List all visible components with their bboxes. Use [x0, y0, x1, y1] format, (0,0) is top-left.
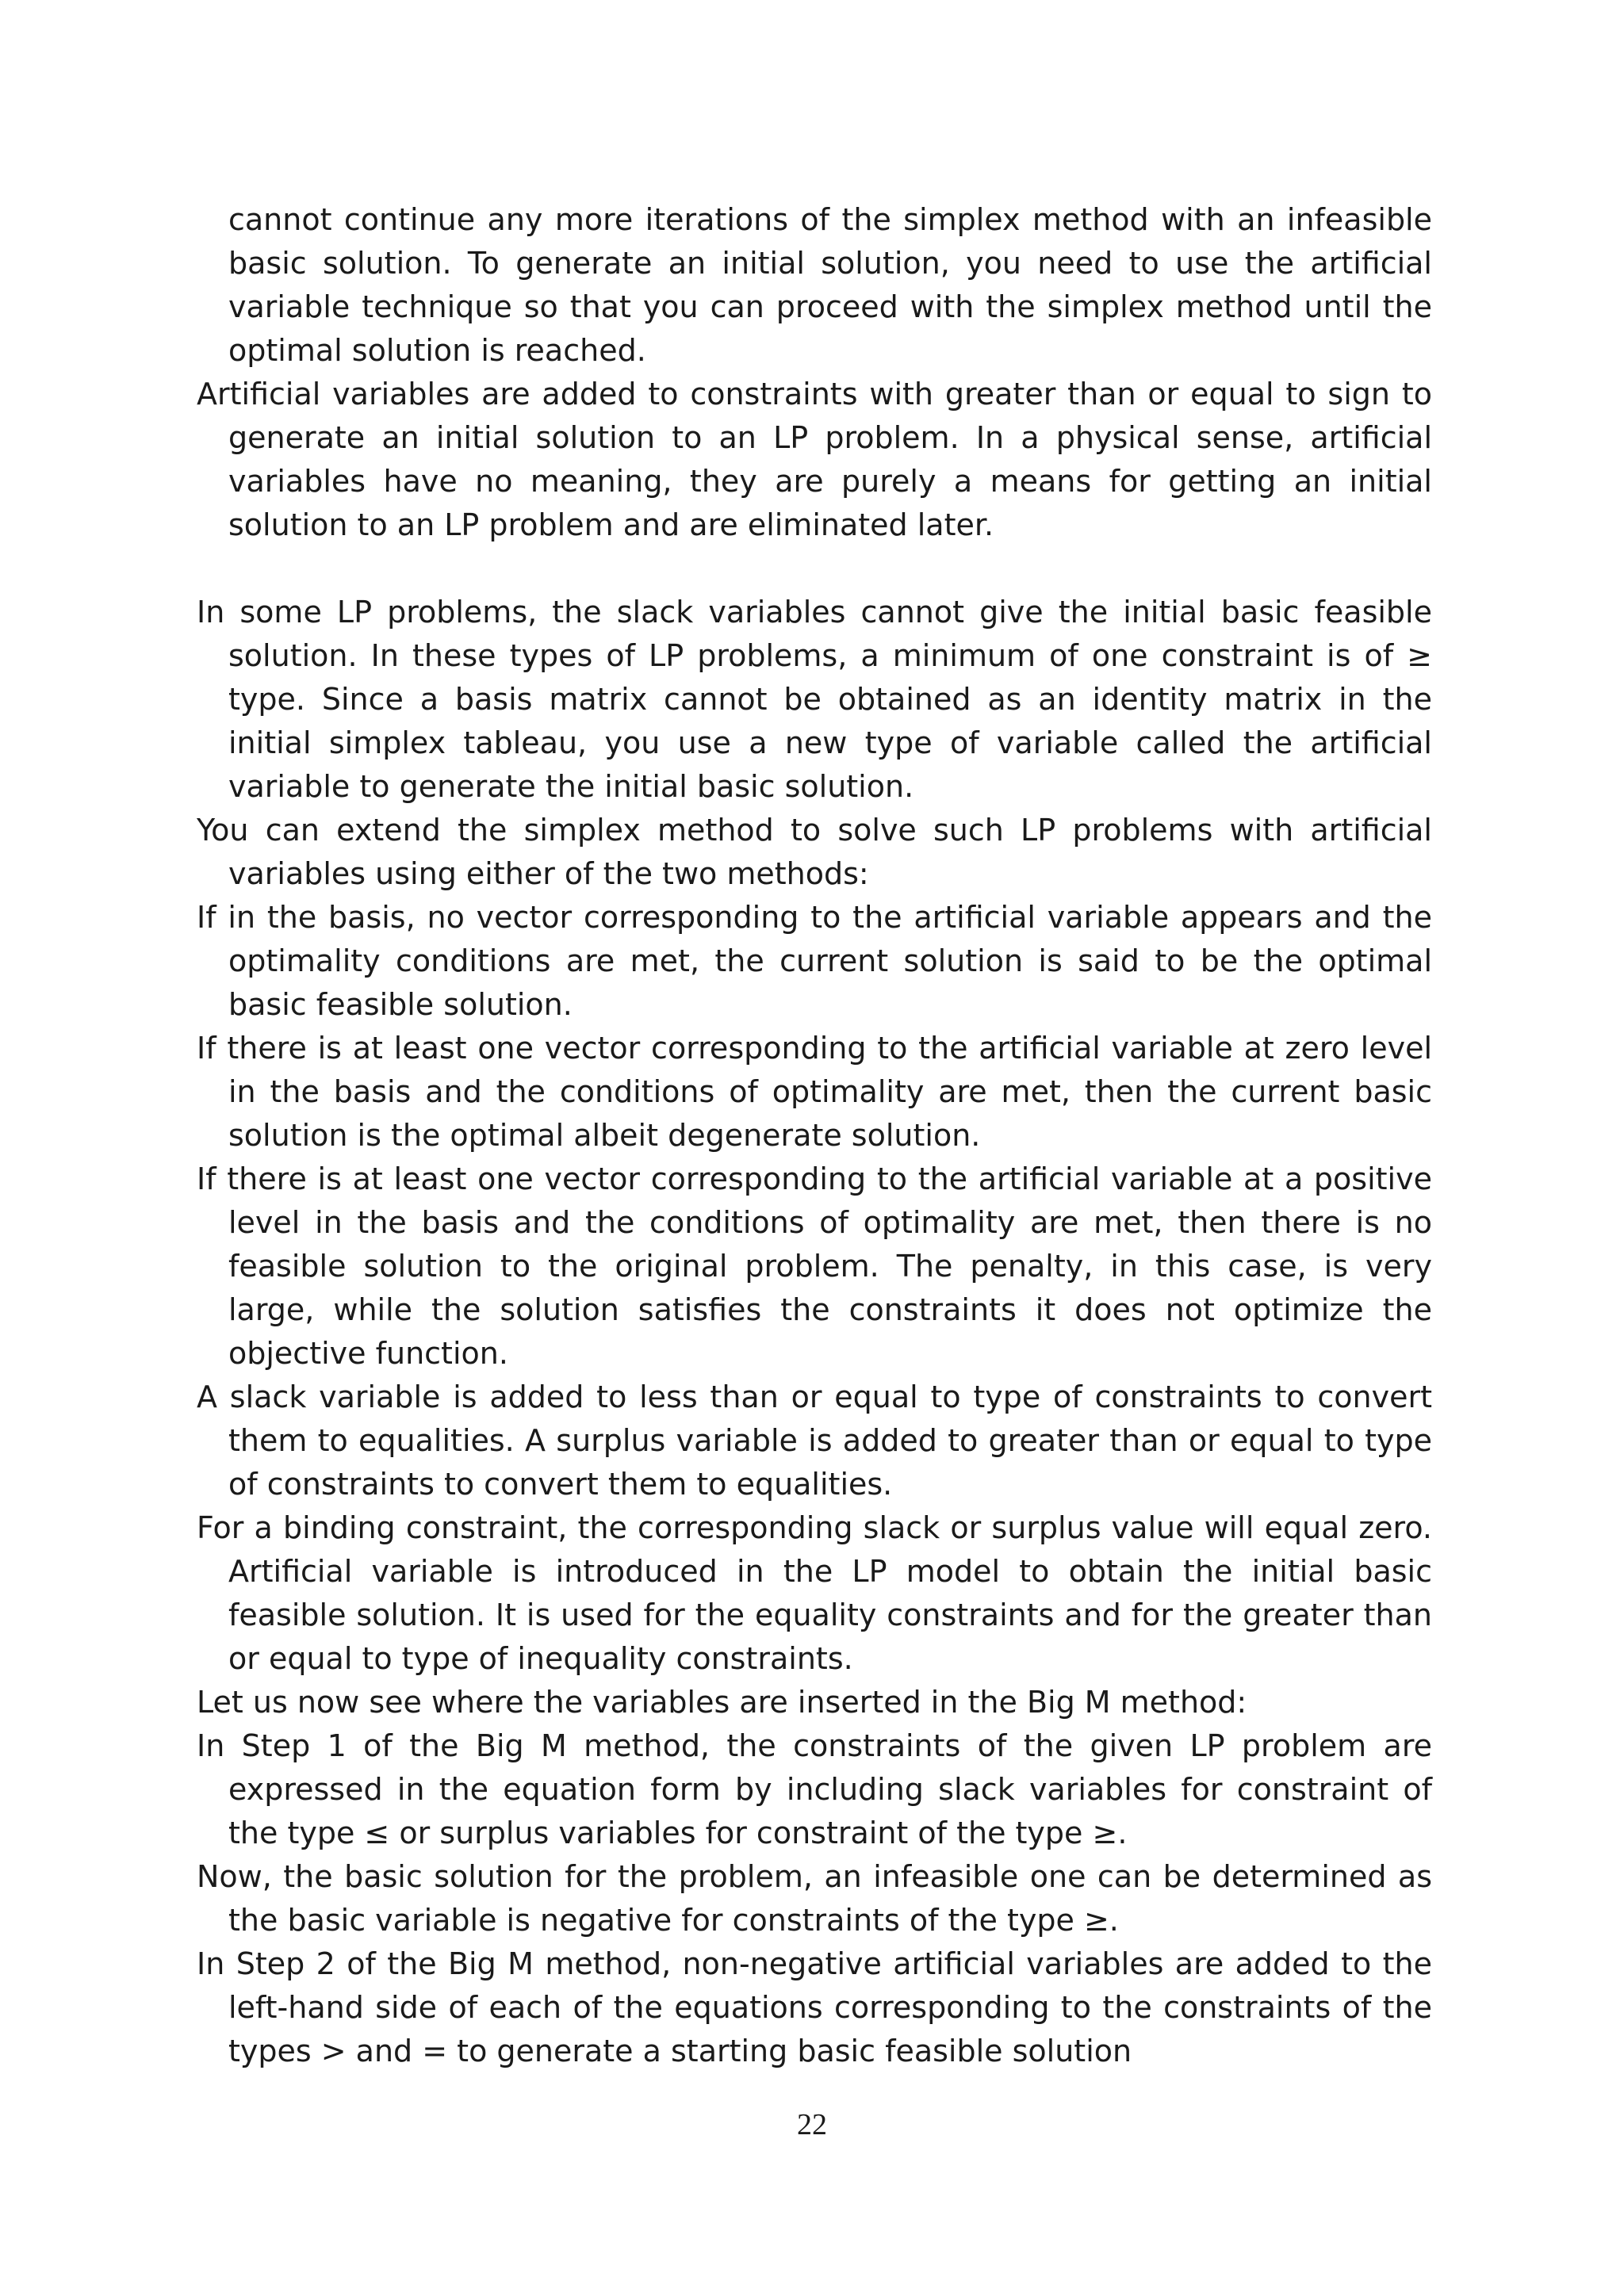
paragraph-no-vector: If in the basis, no vector corresponding to the artificial variable appears and the optimality conditions are met, the current solution is said to be the optimal basic feasible solution.	[197, 900, 1432, 1022]
paragraph-gap	[197, 547, 1432, 591]
page-body	[197, 198, 1432, 2073]
paragraph-slack-surplus: A slack variable is added to less than or equal to type of constraints to convert them to equalities. A surplus variable is added to greater than or equal to type of constraints to convert them to equalities.	[197, 1380, 1432, 1502]
paragraph-continued: cannot continue any more iterations of the simplex method with an infeasible basic solution. To generate an initial solution, you need to use the artificial variable technique so that you can proceed with the simplex method until the optimal solution is reached.	[228, 202, 1432, 368]
paragraph-zero-level: If there is at least one vector corresponding to the artificial variable at zero level in the basis and the conditions of optimality are met, then the current basic solution is the optimal albeit degenerate solution.	[197, 1031, 1432, 1153]
paragraph-slack-variables: In some LP problems, the slack variables cannot give the initial basic feasible solution. In these types of LP problems, a minimum of one constraint is of ≥ type. Since a basis matrix cannot be obtained as an identity matrix in the initial simplex tableau, you use a new type of variable called the artificial variable to generate the initial basic solution.	[197, 595, 1432, 804]
page-number: 22	[797, 2108, 827, 2141]
paragraph-step-2: In Step 2 of the Big M method, non-negative artificial variables are added to the left-hand side of each of the equations corresponding to the constraints of the types > and = to generate a starting basic feasible solution	[197, 1946, 1432, 2068]
paragraph-extend-simplex: You can extend the simplex method to solve such LP problems with artificial variables using either of the two methods:	[197, 813, 1432, 891]
paragraph-positive-level: If there is at least one vector corresponding to the artificial variable at a positive level in the basis and the conditions of optimality are met, then there is no feasible solution to the original problem. The penalty, in this case, is very large, while the solution satisfies the constraints it does not optimize the objective function.	[197, 1161, 1432, 1371]
paragraph-infeasible-basic: Now, the basic solution for the problem, an infeasible one can be determined as the basic variable is negative for constraints of the type ≥.	[197, 1859, 1432, 1938]
paragraph-binding-constraint: For a binding constraint, the corresponding slack or surplus value will equal zero. Artificial variable is introduced in the LP model to obtain the initial basic feasible solution. It is used for the equality constraints and for the greater than or equal to type of inequality constraints.	[197, 1510, 1432, 1676]
paragraph-artificial-variables: Artificial variables are added to constraints with greater than or equal to sign to generate an initial solution to an LP problem. In a physical sense, artificial variables have no meaning, they are purely a means for getting an initial solution to an LP problem and are eliminated later.	[197, 377, 1432, 542]
paragraph-big-m-intro: Let us now see where the variables are inserted in the Big M method:	[197, 1685, 1247, 1720]
paragraph-step-1: In Step 1 of the Big M method, the constraints of the given LP problem are expressed in the equation form by including slack variables for constraint of the type ≤ or surplus variables for constraint of the type ≥.	[197, 1728, 1432, 1850]
